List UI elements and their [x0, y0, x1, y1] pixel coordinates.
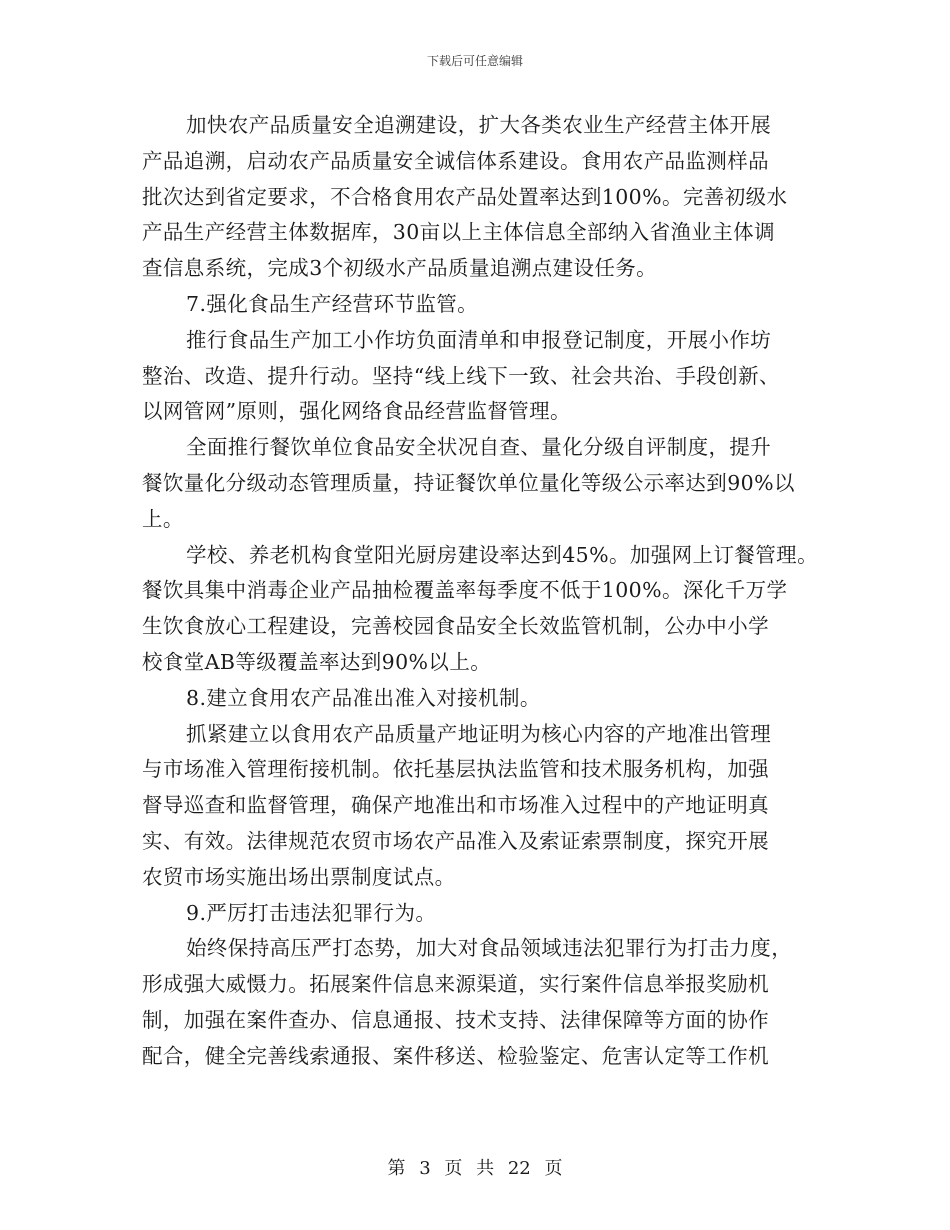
text-line: 学校、养老机构食堂阳光厨房建设率达到45%。加强网上订餐管理。	[186, 542, 818, 567]
text-line: 以网管网”原则，强化网络食品经营监督管理。	[142, 399, 571, 424]
text-line: 批次达到省定要求，不合格食用农产品处置率达到100%。完善初级水	[142, 184, 788, 209]
text-line: 产品追溯，启动农产品质量安全诚信体系建设。食用农产品监测样品	[142, 148, 769, 173]
text-line: 生饮食放心工程建设，完善校园食品安全长效监管机制，公办中小学	[142, 614, 769, 639]
text-line: 抓紧建立以食用农产品质量产地证明为核心内容的产地准出管理	[186, 721, 772, 746]
text-line: 8.建立食用农产品准出准入对接机制。	[186, 685, 541, 710]
page-header-note: 下载后可任意编辑	[426, 54, 523, 68]
text-line: 产品生产经营主体数据库，30亩以上主体信息全部纳入省渔业主体调	[142, 220, 775, 245]
text-line: 配合，健全完善线索通报、案件移送、检验鉴定、危害认定等工作机	[142, 1043, 769, 1068]
text-line: 校食堂AB等级覆盖率达到90%以上。	[142, 649, 492, 674]
text-line: 推行食品生产加工小作坊负面清单和申报登记制度，开展小作坊	[186, 327, 772, 352]
text-line: 实、有效。法律规范农贸市场农产品准入及索证索票制度，探究开展	[142, 828, 769, 853]
text-line: 整治、改造、提升行动。坚持“线上线下一致、社会共治、手段创新、	[142, 363, 780, 388]
text-line: 餐饮量化分级动态管理质量，持证餐饮单位量化等级公示率达到90%以	[142, 470, 795, 495]
text-line: 7.强化食品生产经营环节监管。	[186, 291, 479, 316]
text-line: 与市场准入管理衔接机制。依托基层执法监管和技术服务机构，加强	[142, 757, 769, 782]
text-line: 全面推行餐饮单位食品安全状况自查、量化分级自评制度，提升	[186, 435, 772, 460]
text-line: 农贸市场实施出场出票制度试点。	[142, 864, 456, 889]
text-line: 查信息系统，完成3个初级水产品质量追溯点建设任务。	[142, 256, 658, 281]
text-line: 形成强大威慑力。拓展案件信息来源渠道，实行案件信息举报奖励机	[142, 972, 769, 997]
text-line: 9.严厉打击违法犯罪行为。	[186, 900, 437, 925]
text-line: 制，加强在案件查办、信息通报、技术支持、法律保障等方面的协作	[142, 1007, 769, 1032]
text-line: 餐饮具集中消毒企业产品抽检覆盖率每季度不低于100%。深化千万学	[142, 578, 788, 603]
body-text	[142, 108, 818, 1075]
page-footer-number: 第 3 页 共 22 页	[387, 1158, 563, 1179]
text-line: 加快农产品质量安全追溯建设，扩大各类农业生产经营主体开展	[186, 113, 772, 137]
text-line: 督导巡查和监督管理，确保产地准出和市场准入过程中的产地证明真	[142, 793, 769, 818]
text-line: 始终保持高压严打态势，加大对食品领域违法犯罪行为打击力度，	[186, 936, 793, 961]
text-line: 上。	[142, 506, 184, 531]
